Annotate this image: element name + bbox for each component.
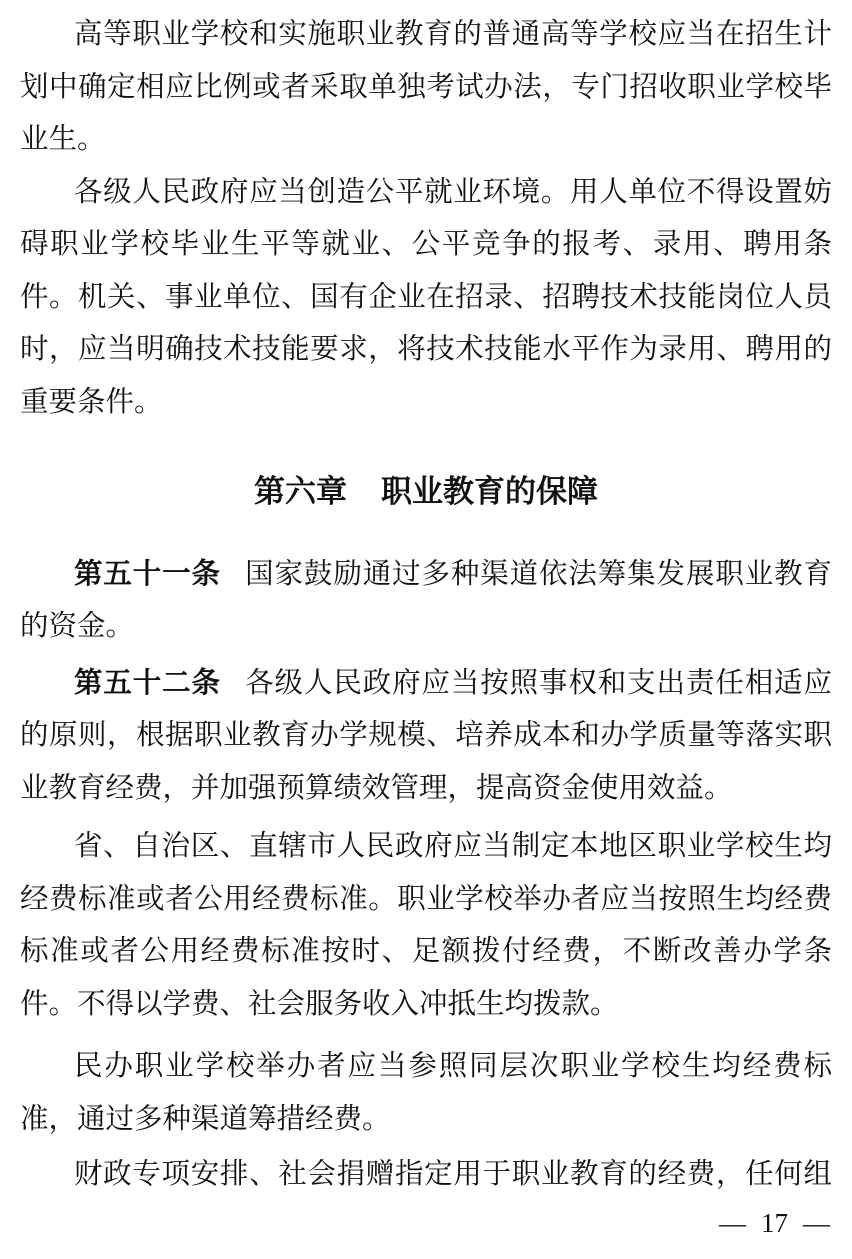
text-line: 时，应当明确技术技能要求，将技术技能水平作为录用、聘用的 [20,334,832,365]
article-first-line [20,549,832,602]
page-number: 17 [761,1208,788,1238]
footer-dash-left: — [719,1208,746,1238]
text-line: 重要条件。 [20,386,163,418]
text-line: 碍职业学校毕业生平等就业、公平竞争的报考、录用、聘用条 [20,229,832,260]
text-line: 各级人民政府应当创造公平就业环境。用人单位不得设置妨 [74,176,832,208]
text-line: 民办职业学校举办者应当参照同层次职业学校生均经费标 [74,1051,832,1082]
chapter-heading [20,466,832,519]
article-text: 国家鼓励通过多种渠道依法筹集发展职业教育 [245,558,832,590]
paragraph [20,9,832,167]
article-number: 第五十二条 [74,667,221,699]
text-line: 高等职业学校和实施职业教育的普通高等学校应当在招生计 [74,19,832,50]
paragraph [20,1041,832,1146]
text-line: 业生。 [20,124,106,155]
text-line: 的资金。 [20,611,135,642]
text-line: 的原则，根据职业教育办学规模、培养成本和办学质量等落实职 [20,720,832,751]
text-line: 标准或者公用经费标准按时、足额拨付经费，不断改善办学条 [20,936,832,967]
text-line: 业教育经费，并加强预算绩效管理，提高资金使用效益。 [20,772,733,804]
article-text: 各级人民政府应当按照事权和支出责任相适应 [245,667,832,699]
text-line: 经费标准或者公用经费标准。职业学校举办者应当按照生均经费 [20,883,832,915]
paragraph [20,821,832,1031]
text-line: 件。不得以学费、社会服务收入冲抵生均拨款。 [20,988,619,1020]
article-first-line [20,658,832,711]
text-line: 财政专项安排、社会捐赠指定用于职业教育的经费，任何组 [74,1159,832,1190]
paragraph [20,1149,832,1202]
article-paragraph [20,658,832,816]
paragraph [20,167,832,430]
text-line: 准，通过多种渠道筹措经费。 [20,1103,391,1135]
article-number: 第五十一条 [74,558,221,590]
text-line: 划中确定相应比例或者采取单独考试办法，专门招收职业学校毕 [20,71,832,103]
article-paragraph [20,549,832,654]
footer-dash-right: — [803,1208,830,1238]
chapter-number: 第六章 [253,474,347,509]
text-line: 省、自治区、直辖市人民政府应当制定本地区职业学校生均 [74,831,832,862]
chapter-title: 职业教育的保障 [381,474,599,509]
text-line: 件。机关、事业单位、国有企业在招录、招聘技术技能岗位人员 [20,281,832,313]
page-footer [719,1203,830,1243]
